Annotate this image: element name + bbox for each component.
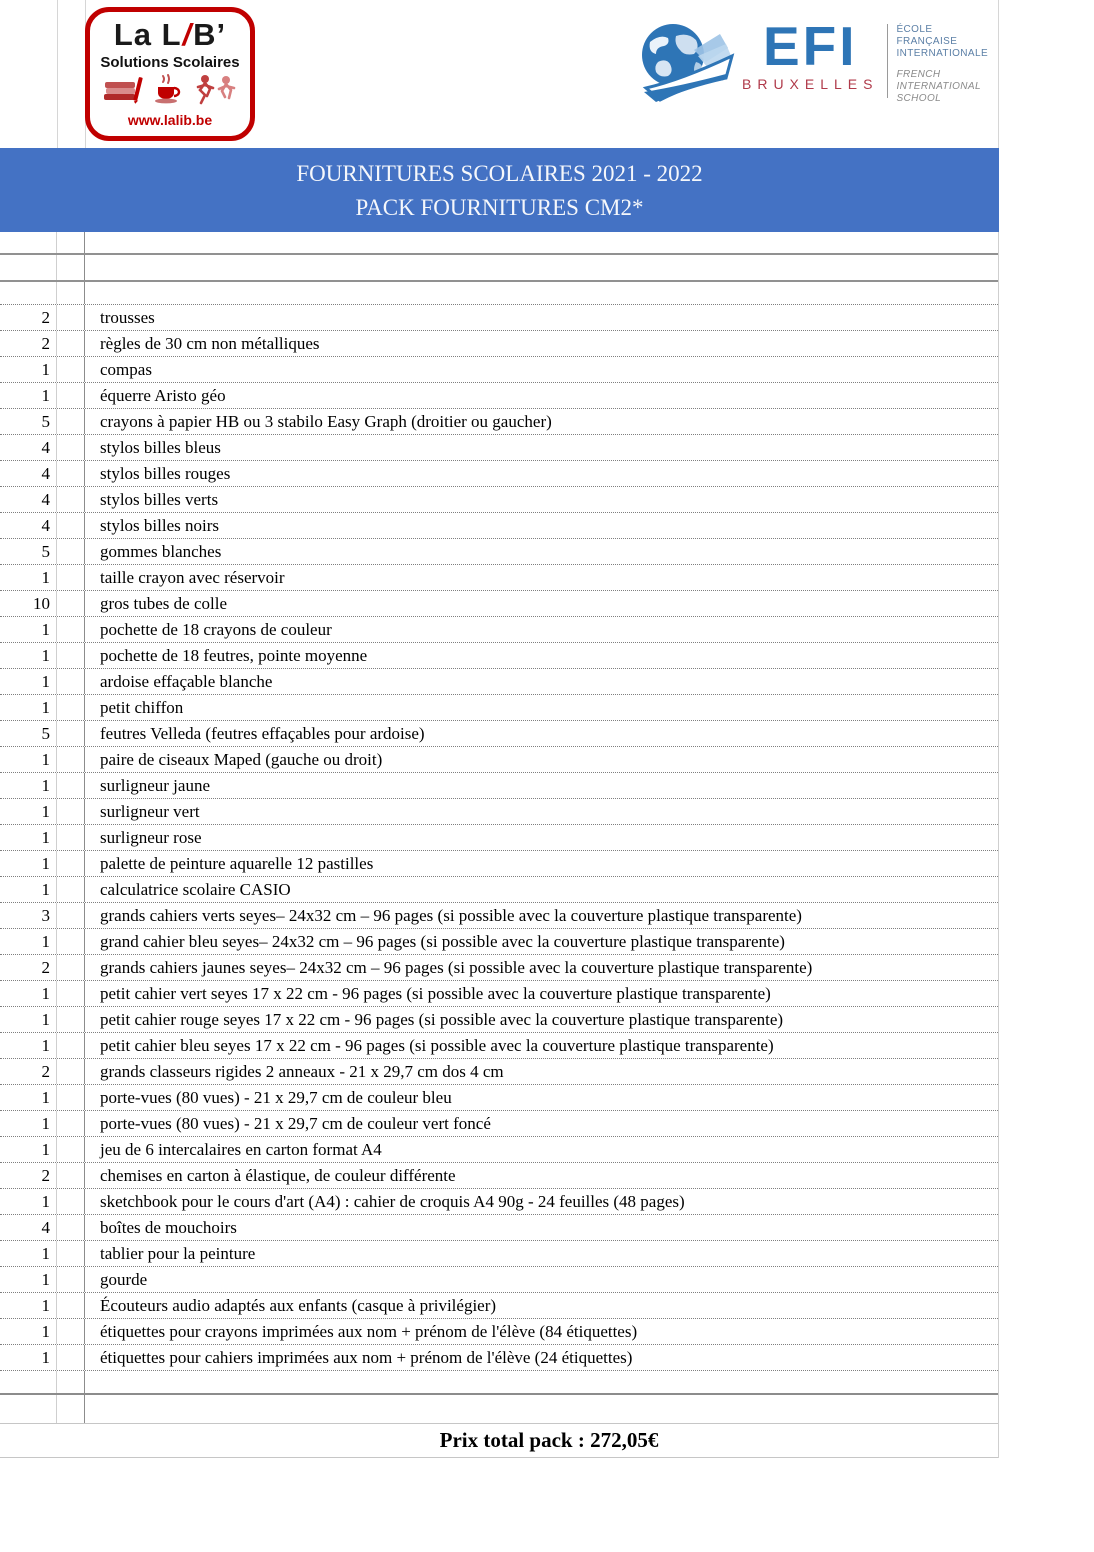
item-label: Écouteurs audio adaptés aux enfants (casque à privilégier) (100, 1296, 497, 1315)
qty-cell: 1 (0, 981, 57, 1006)
qty-cell: 1 (0, 357, 57, 382)
table-row (0, 1189, 998, 1215)
table-row (0, 851, 998, 877)
qty-cell: 2 (0, 1059, 57, 1084)
qty-cell: 1 (0, 1241, 57, 1266)
table-row (0, 1241, 998, 1267)
table-row (0, 461, 998, 487)
qty-cell: 4 (0, 513, 57, 538)
item-label: surligneur jaune (100, 776, 210, 795)
spacer-cell (57, 435, 85, 460)
table-row (0, 1319, 998, 1345)
table-row (0, 1293, 998, 1319)
title-banner (0, 148, 999, 232)
item-label: feutres Velleda (feutres effaçables pour ardoise) (100, 724, 425, 743)
spacer-cell (57, 1345, 85, 1370)
spacer-cell (57, 669, 85, 694)
spacer-cell (57, 773, 85, 798)
table-row (0, 1163, 998, 1189)
globe-open-book-icon (636, 22, 736, 111)
item-label: porte-vues (80 vues) - 21 x 29,7 cm de couleur bleu (100, 1088, 452, 1107)
table-row (0, 1033, 998, 1059)
item-label: paire de ciseaux Maped (gauche ou droit) (100, 750, 383, 769)
efi-name: EFI (762, 15, 858, 77)
qty-cell: 5 (0, 721, 57, 746)
table-row (0, 825, 998, 851)
qty-cell: 1 (0, 1345, 57, 1370)
table-row (0, 1137, 998, 1163)
table-row (0, 513, 998, 539)
qty-cell: 5 (0, 539, 57, 564)
qty-cell: 1 (0, 747, 57, 772)
item-label: jeu de 6 intercalaires en carton format A4 (100, 1140, 382, 1159)
item-label: gros tubes de colle (100, 594, 227, 613)
spacer-cell (57, 1189, 85, 1214)
qty-cell: 1 (0, 643, 57, 668)
spacer-cell (57, 565, 85, 590)
spacer-cell (57, 929, 85, 954)
spacer-cell (57, 487, 85, 512)
spacer-cell (57, 1085, 85, 1110)
spacer-cell (57, 461, 85, 486)
item-label: boîtes de mouchoirs (100, 1218, 237, 1237)
table-row (0, 669, 998, 695)
qty-cell: 1 (0, 1085, 57, 1110)
item-label: étiquettes pour cahiers imprimées aux nom + prénom de l'élève (24 étiquettes) (100, 1348, 633, 1367)
efi-divider (887, 24, 888, 98)
item-label: stylos billes verts (100, 490, 219, 509)
spacer-cell (57, 1137, 85, 1162)
item-label: surligneur rose (100, 828, 202, 847)
table-row (0, 435, 998, 461)
spacer-cell (57, 1059, 85, 1084)
table-row (0, 1007, 998, 1033)
item-label: taille crayon avec réservoir (100, 568, 285, 587)
table-row (0, 643, 998, 669)
item-label: stylos billes noirs (100, 516, 220, 535)
grid-column-line (998, 0, 999, 148)
table-row (0, 1085, 998, 1111)
spacer-cell (57, 825, 85, 850)
item-label: pochette de 18 feutres, pointe moyenne (100, 646, 368, 665)
efi-school-text (896, 22, 988, 105)
item-label: stylos billes bleus (100, 438, 221, 457)
spacer-cell (57, 643, 85, 668)
qty-cell: 1 (0, 799, 57, 824)
grid-column-line (57, 0, 58, 148)
table-row (0, 903, 998, 929)
page-title: FOURNITURES SCOLAIRES 2021 - 2022 (296, 160, 703, 186)
table-row (0, 1267, 998, 1293)
table-row (0, 1215, 998, 1241)
qty-cell: 1 (0, 617, 57, 642)
qty-cell: 1 (0, 669, 57, 694)
qty-cell: 1 (0, 929, 57, 954)
table-row (0, 305, 998, 331)
spacer-cell (57, 591, 85, 616)
spacer-cell (57, 513, 85, 538)
table-row (0, 383, 998, 409)
item-label: ardoise effaçable blanche (100, 672, 273, 691)
item-label: grand cahier bleu seyes– 24x32 cm – 96 pages (si possible avec la couverture plastique transparente) (100, 932, 785, 951)
spacer-cell (57, 981, 85, 1006)
item-label: petit cahier vert seyes 17 x 22 cm - 96 pages (si possible avec la couverture plastique transparente) (100, 984, 771, 1003)
qty-cell: 1 (0, 1267, 57, 1292)
qty-cell: 1 (0, 825, 57, 850)
table-row (0, 617, 998, 643)
table-row (0, 487, 998, 513)
qty-cell: 3 (0, 903, 57, 928)
qty-cell: 1 (0, 877, 57, 902)
table-row (0, 539, 998, 565)
efi-logo (636, 15, 989, 111)
item-label: tablier pour la peinture (100, 1244, 256, 1263)
spacer-cell (57, 305, 85, 330)
empty-row (0, 1371, 998, 1395)
qty-cell: 1 (0, 1137, 57, 1162)
empty-row (0, 232, 998, 255)
total-row (0, 1424, 998, 1458)
item-label: calculatrice scolaire CASIO (100, 880, 291, 899)
qty-cell: 4 (0, 1215, 57, 1240)
spacer-cell (57, 1007, 85, 1032)
spacer-cell (57, 1319, 85, 1344)
empty-row (0, 1395, 998, 1424)
coffee-cup-icon (154, 73, 184, 110)
table-row (0, 1345, 998, 1371)
item-label: grands cahiers jaunes seyes– 24x32 cm – 96 pages (si possible avec la couverture plastique transparente) (100, 958, 813, 977)
spacer-cell (57, 1293, 85, 1318)
item-label: trousses (100, 308, 155, 327)
table-row (0, 565, 998, 591)
spacer-cell (57, 721, 85, 746)
spacer-cell (57, 617, 85, 642)
lalib-website: www.lalib.be (127, 111, 213, 128)
qty-cell: 1 (0, 1111, 57, 1136)
efi-school-name-en: FRENCH INTERNATIONAL SCHOOL (896, 69, 981, 104)
table-row (0, 409, 998, 435)
item-label: grands cahiers verts seyes– 24x32 cm – 96 pages (si possible avec la couverture plastique transparente) (100, 906, 802, 925)
empty-row (0, 282, 998, 305)
efi-school-name-fr: ÉCOLE FRANÇAISE INTERNATIONALE (896, 24, 989, 59)
qty-cell: 1 (0, 695, 57, 720)
qty-cell: 4 (0, 461, 57, 486)
supplies-table (0, 232, 999, 1458)
table-row (0, 721, 998, 747)
item-label: petit chiffon (100, 698, 184, 717)
qty-cell: 2 (0, 1163, 57, 1188)
spacer-cell (57, 1111, 85, 1136)
item-label: petit cahier rouge seyes 17 x 22 cm - 96 pages (si possible avec la couverture plastique transparente) (100, 1010, 784, 1029)
children-icon (193, 73, 237, 110)
spacer-cell (57, 409, 85, 434)
spacer-cell (57, 1215, 85, 1240)
item-label: gourde (100, 1270, 148, 1289)
qty-cell: 1 (0, 1293, 57, 1318)
spacer-cell (57, 851, 85, 876)
item-label: petit cahier bleu seyes 17 x 22 cm - 96 pages (si possible avec la couverture plastique transparente) (100, 1036, 774, 1055)
table-row (0, 695, 998, 721)
books-icon (103, 74, 145, 109)
spacer-cell (57, 955, 85, 980)
item-label: équerre Aristo géo (100, 386, 226, 405)
lalib-subtitle: Solutions Scolaires (100, 53, 240, 71)
table-row (0, 773, 998, 799)
qty-cell: 5 (0, 409, 57, 434)
qty-cell: 1 (0, 383, 57, 408)
spacer-cell (57, 331, 85, 356)
table-row (0, 929, 998, 955)
item-label: sketchbook pour le cours d'art (A4) : cahier de croquis A4 90g - 24 feuilles (48 pages) (100, 1192, 685, 1211)
item-label: gommes blanches (100, 542, 222, 561)
qty-cell: 1 (0, 1007, 57, 1032)
qty-cell: 1 (0, 1189, 57, 1214)
efi-city: BRUXELLES (742, 75, 879, 92)
spacer-cell (57, 877, 85, 902)
qty-cell: 1 (0, 1033, 57, 1058)
item-label: pochette de 18 crayons de couleur (100, 620, 332, 639)
spacer-cell (57, 903, 85, 928)
qty-cell: 2 (0, 955, 57, 980)
item-label: stylos billes rouges (100, 464, 231, 483)
spacer-cell (57, 1033, 85, 1058)
table-row (0, 591, 998, 617)
qty-cell: 10 (0, 591, 57, 616)
table-row (0, 1059, 998, 1085)
item-label: chemises en carton à élastique, de couleur différente (100, 1166, 456, 1185)
document-header (0, 0, 999, 148)
items-list (0, 305, 998, 1371)
page-subtitle: PACK FOURNITURES CM2* (355, 194, 644, 220)
qty-cell: 4 (0, 487, 57, 512)
spacer-cell (57, 695, 85, 720)
item-label: grands classeurs rigides 2 anneaux - 21 x 29,7 cm dos 4 cm (100, 1062, 504, 1081)
spacer-cell (57, 1241, 85, 1266)
table-row (0, 877, 998, 903)
empty-row (0, 255, 998, 282)
table-row (0, 747, 998, 773)
table-row (0, 981, 998, 1007)
spacer-cell (57, 1267, 85, 1292)
qty-cell: 1 (0, 1319, 57, 1344)
lalib-brand-name: La L/B’ (113, 17, 227, 52)
item-label: compas (100, 360, 152, 379)
spacer-cell (57, 539, 85, 564)
spacer-cell (57, 383, 85, 408)
item-label: règles de 30 cm non métalliques (100, 334, 320, 353)
item-label: palette de peinture aquarelle 12 pastilles (100, 854, 374, 873)
item-label: surligneur vert (100, 802, 200, 821)
table-row (0, 1111, 998, 1137)
item-label: crayons à papier HB ou 3 stabilo Easy Graph (droitier ou gaucher) (100, 412, 552, 431)
qty-cell: 2 (0, 305, 57, 330)
table-row (0, 955, 998, 981)
efi-wordmark (742, 15, 879, 92)
spacer-cell (57, 357, 85, 382)
table-row (0, 331, 998, 357)
lalib-logo (85, 7, 255, 141)
table-row (0, 799, 998, 825)
lalib-slash: / (182, 17, 193, 52)
spacer-cell (57, 1163, 85, 1188)
lalib-icons-row (103, 74, 237, 108)
qty-cell: 1 (0, 565, 57, 590)
qty-cell: 2 (0, 331, 57, 356)
table-row (0, 357, 998, 383)
item-label: étiquettes pour crayons imprimées aux nom + prénom de l'élève (84 étiquettes) (100, 1322, 638, 1341)
qty-cell: 1 (0, 773, 57, 798)
spacer-cell (57, 747, 85, 772)
qty-cell: 4 (0, 435, 57, 460)
total-price: Prix total pack : 272,05€ (439, 1428, 659, 1452)
spacer-cell (57, 799, 85, 824)
qty-cell: 1 (0, 851, 57, 876)
item-label: porte-vues (80 vues) - 21 x 29,7 cm de couleur vert foncé (100, 1114, 491, 1133)
